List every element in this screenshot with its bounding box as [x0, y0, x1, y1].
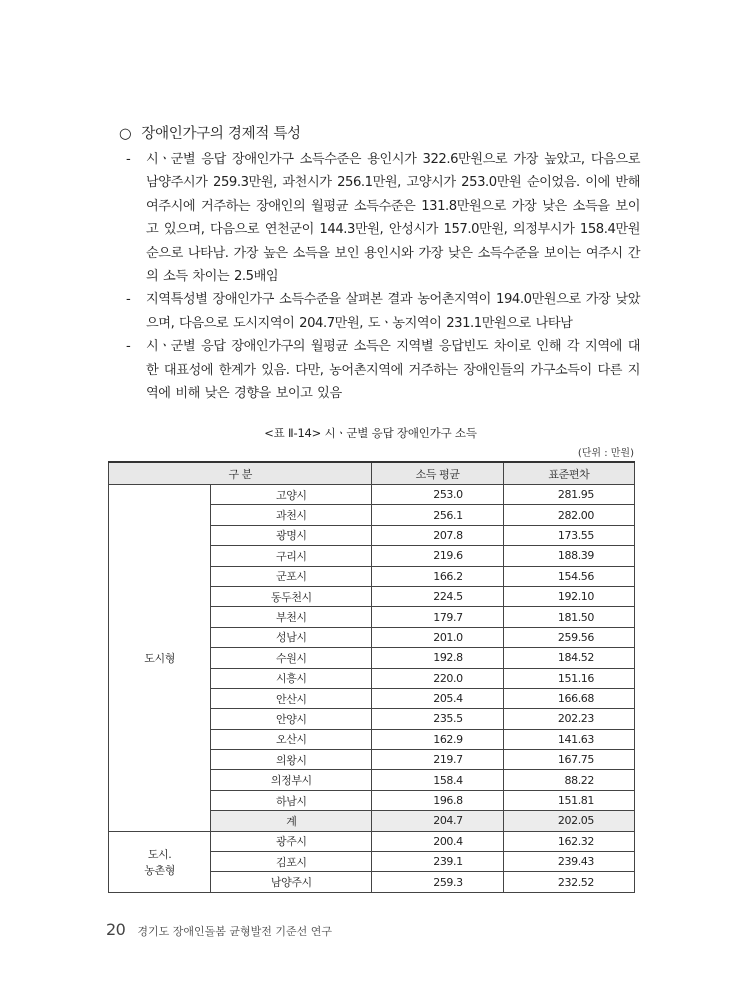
cell-avg: 166.2 — [372, 566, 503, 586]
cell-avg: 205.4 — [372, 688, 503, 708]
cell-sd: 184.52 — [503, 648, 634, 668]
cell-avg: 219.6 — [372, 546, 503, 566]
table-body — [109, 485, 635, 893]
cell-sd: 166.68 — [503, 688, 634, 708]
section-title: 장애인가구의 경제적 특성 — [141, 126, 301, 142]
cell-avg: 204.7 — [372, 811, 503, 831]
cell-city: 부천시 — [211, 607, 372, 627]
cell-city: 안양시 — [211, 709, 372, 729]
cell-sd: 281.95 — [503, 485, 634, 505]
group-label: 도시. 농촌형 — [109, 831, 211, 892]
cell-sd: 88.22 — [503, 770, 634, 790]
bullet-text: 시ㆍ군별 응답 장애인가구 소득수준은 용인시가 322.6만원으로 가장 높았고, 다음으로 남양주시가 259.3만원, 과천시가 256.1만원, 고양시가 253.0만원 순이었음. 이에 반해 여주시에 거주하는 장애인의 월평균 소득수준은 131.8만원으로 가장 낮은 소득을 보이고 있으며, 다음으로 연천군이 144.3만원, 안성시가 157.0만원, 의정부시가 158.4만원 순으로 나타남. 가장 높은 소득을 보인 용인시와 가장 낮은 소득수준을 보이는 여주시 간의 소득 차이는 2.5배임 — [146, 152, 640, 285]
cell-avg: 179.7 — [372, 607, 503, 627]
cell-avg: 196.8 — [372, 790, 503, 810]
cell-avg: 200.4 — [372, 831, 503, 851]
cell-city: 성남시 — [211, 627, 372, 647]
footer-title: 경기도 장애인돌봄 균형발전 기준선 연구 — [137, 925, 332, 938]
cell-sd: 151.81 — [503, 790, 634, 810]
cell-city: 광주시 — [211, 831, 372, 851]
cell-sd: 192.10 — [503, 586, 634, 606]
cell-avg: 220.0 — [372, 668, 503, 688]
dash-bullet-icon: - — [126, 152, 131, 167]
dash-bullet-icon: - — [126, 339, 131, 355]
page-number: 20 — [106, 920, 126, 939]
cell-sd: 181.50 — [503, 607, 634, 627]
table-row — [109, 485, 635, 505]
cell-sd: 154.56 — [503, 566, 634, 586]
bullet-item — [126, 335, 640, 405]
cell-sd: 173.55 — [503, 525, 634, 545]
cell-avg: 201.0 — [372, 627, 503, 647]
cell-city: 의정부시 — [211, 770, 372, 790]
cell-city: 남양주시 — [211, 872, 372, 892]
cell-avg: 253.0 — [372, 485, 503, 505]
cell-sd: 202.23 — [503, 709, 634, 729]
cell-sd: 167.75 — [503, 750, 634, 770]
cell-city: 계 — [211, 811, 372, 831]
cell-avg: 158.4 — [372, 770, 503, 790]
group-label: 도시형 — [109, 485, 211, 832]
cell-city: 과천시 — [211, 505, 372, 525]
header-category: 구 분 — [109, 462, 372, 485]
cell-sd: 141.63 — [503, 729, 634, 749]
cell-avg: 239.1 — [372, 852, 503, 872]
table-row — [109, 831, 635, 851]
dash-bullet-icon: - — [126, 292, 131, 308]
cell-avg: 219.7 — [372, 750, 503, 770]
cell-sd: 151.16 — [503, 668, 634, 688]
bullet-list — [126, 148, 640, 405]
page-footer — [106, 920, 332, 939]
cell-city: 시흥시 — [211, 668, 372, 688]
cell-city: 하남시 — [211, 790, 372, 810]
cell-avg: 259.3 — [372, 872, 503, 892]
cell-city: 구리시 — [211, 546, 372, 566]
cell-city: 고양시 — [211, 485, 372, 505]
cell-avg: 224.5 — [372, 586, 503, 606]
section-heading — [119, 122, 301, 143]
header-sd: 표준편차 — [503, 462, 634, 485]
cell-avg: 207.8 — [372, 525, 503, 545]
cell-city: 동두천시 — [211, 586, 372, 606]
cell-city: 군포시 — [211, 566, 372, 586]
cell-sd: 202.05 — [503, 811, 634, 831]
cell-sd: 232.52 — [503, 872, 634, 892]
cell-sd: 239.43 — [503, 852, 634, 872]
cell-city: 김포시 — [211, 852, 372, 872]
bullet-item — [126, 148, 640, 288]
cell-avg: 235.5 — [372, 709, 503, 729]
cell-city: 의왕시 — [211, 750, 372, 770]
bullet-text: 지역특성별 장애인가구 소득수준을 살펴본 결과 농어촌지역이 194.0만원으로 가장 낮았으며, 다음으로 도시지역이 204.7만원, 도ㆍ농지역이 231.1만원으로 나타남 — [146, 292, 640, 331]
table-unit: (단위 : 만원) — [577, 448, 634, 459]
bullet-item — [126, 288, 640, 335]
cell-sd: 188.39 — [503, 546, 634, 566]
cell-avg: 256.1 — [372, 505, 503, 525]
cell-avg: 192.8 — [372, 648, 503, 668]
bullet-text: 시ㆍ군별 응답 장애인가구의 월평균 소득은 지역별 응답빈도 차이로 인해 각 지역에 대한 대표성에 한계가 있음. 다만, 농어촌지역에 거주하는 장애인들의 가구소득이 다른 지역에 비해 낮은 경향을 보이고 있음 — [146, 339, 640, 402]
cell-city: 오산시 — [211, 729, 372, 749]
table-caption: <표 Ⅱ-14> 시ㆍ군별 응답 장애인가구 소득 — [264, 426, 477, 440]
cell-city: 수원시 — [211, 648, 372, 668]
circle-bullet-icon: ○ — [119, 126, 132, 142]
income-table — [108, 461, 635, 893]
cell-sd: 282.00 — [503, 505, 634, 525]
table-header-row — [109, 462, 635, 485]
cell-sd: 259.56 — [503, 627, 634, 647]
cell-avg: 162.9 — [372, 729, 503, 749]
cell-city: 안산시 — [211, 688, 372, 708]
cell-city: 광명시 — [211, 525, 372, 545]
header-avg: 소득 평균 — [372, 462, 503, 485]
cell-sd: 162.32 — [503, 831, 634, 851]
